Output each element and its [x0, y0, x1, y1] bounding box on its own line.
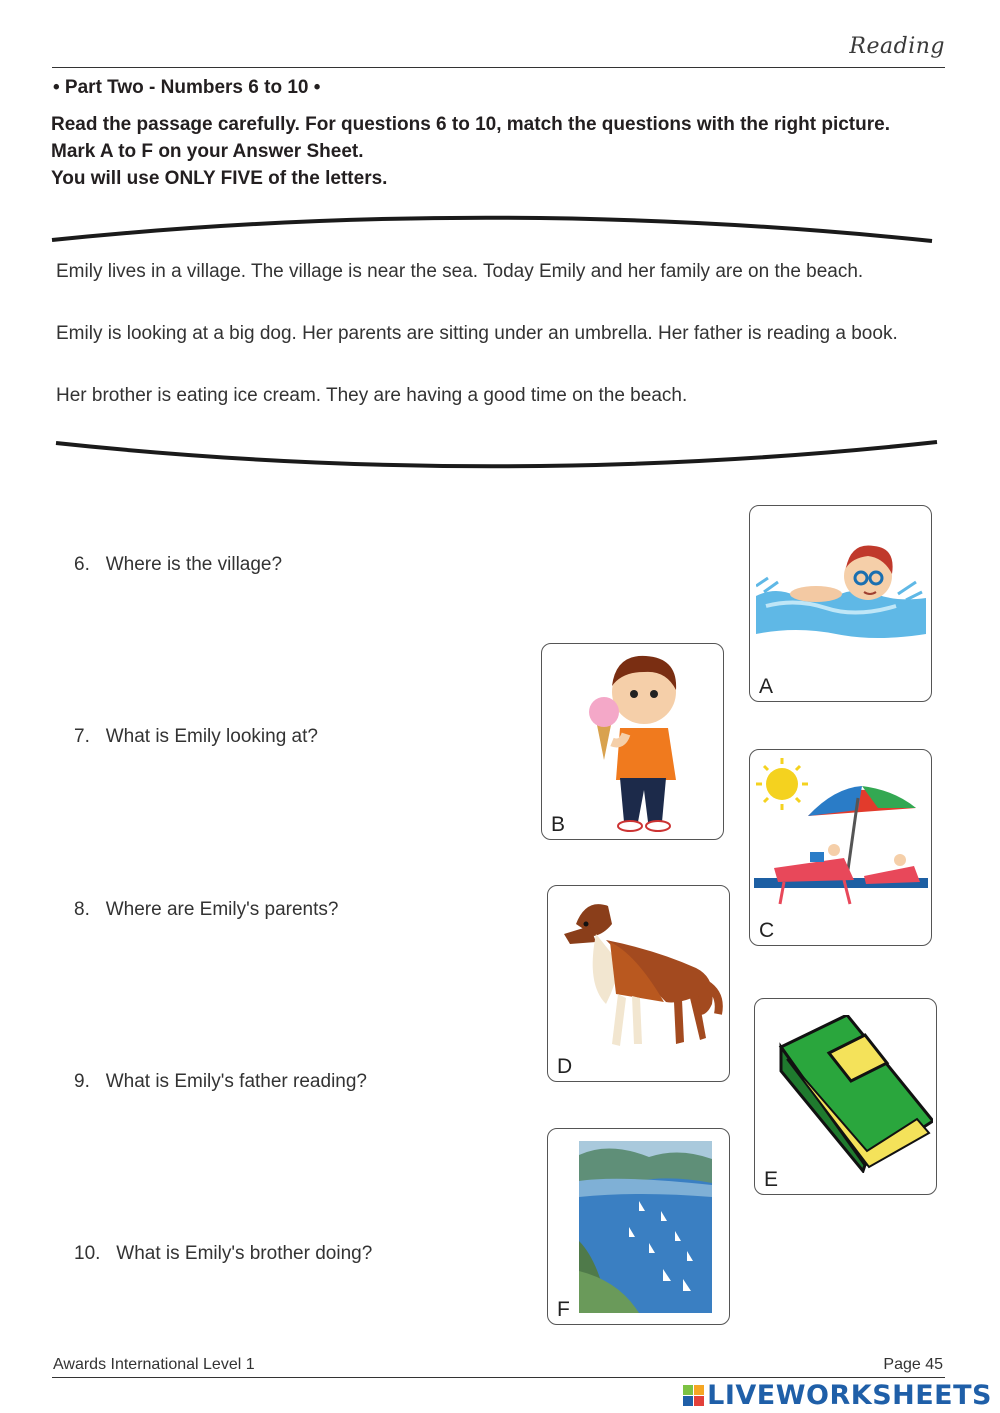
question-8: [74, 899, 338, 921]
beach-umbrella-icon: [754, 758, 928, 916]
passage-line-3: Her brother is eating ice cream. They are having a good time on the beach.: [56, 385, 688, 406]
instruction-line-3: You will use ONLY FIVE of the letters.: [51, 168, 388, 189]
passage-top-curve: [0, 200, 1000, 250]
picture-card-e[interactable]: [754, 998, 937, 1195]
header-divider: [52, 67, 945, 68]
liveworksheets-brand[interactable]: [683, 1378, 992, 1412]
question-9: [74, 1071, 367, 1093]
green-book-icon: [777, 1015, 933, 1173]
picture-card-a[interactable]: [749, 505, 932, 702]
picture-letter-c: C: [759, 919, 775, 942]
picture-card-c[interactable]: [749, 749, 932, 946]
footer-page-number: Page 45: [883, 1356, 943, 1373]
instruction-line-1: Read the passage carefully. For questions 6 to 10, match the questions with the right picture.: [51, 114, 890, 135]
liveworksheets-text: LIVEWORKSHEETS: [707, 1379, 992, 1411]
question-7: [74, 726, 318, 748]
swimming-boy-icon: [756, 536, 926, 646]
passage-line-2: Emily is looking at a big dog. Her parents are sitting under an umbrella. Her father is reading a book.: [56, 323, 898, 344]
section-label: Reading: [849, 34, 945, 59]
picture-letter-d: D: [557, 1055, 573, 1078]
picture-letter-b: B: [551, 813, 566, 836]
liveworksheets-logo-icon: [683, 1385, 704, 1406]
question-text: What is Emily's father reading?: [105, 1071, 367, 1092]
dog-icon: [556, 894, 724, 1058]
question-text: Where is the village?: [105, 554, 283, 575]
question-number: 9.: [74, 1071, 90, 1092]
instruction-line-2: Mark A to F on your Answer Sheet.: [51, 141, 364, 162]
picture-letter-a: A: [759, 675, 774, 698]
part-title: • Part Two - Numbers 6 to 10 •: [53, 77, 321, 98]
picture-card-d[interactable]: [547, 885, 730, 1082]
question-10: [74, 1243, 372, 1265]
question-number: 10.: [74, 1243, 101, 1264]
question-text: What is Emily looking at?: [105, 726, 318, 747]
question-number: 6.: [74, 554, 90, 575]
question-6: [74, 554, 282, 576]
footer-publisher: Awards International Level 1: [53, 1356, 255, 1373]
question-text: Where are Emily's parents?: [105, 899, 339, 920]
question-number: 7.: [74, 726, 90, 747]
picture-letter-e: E: [764, 1168, 779, 1191]
boy-eating-ice-cream-icon: [582, 650, 692, 834]
passage-line-1: Emily lives in a village. The village is near the sea. Today Emily and her family are on the beach.: [56, 261, 864, 282]
question-number: 8.: [74, 899, 90, 920]
passage-bottom-curve: [0, 430, 1000, 480]
picture-card-f[interactable]: [547, 1128, 730, 1325]
sea-village-icon: [579, 1141, 712, 1313]
question-text: What is Emily's brother doing?: [116, 1243, 373, 1264]
picture-letter-f: F: [557, 1298, 570, 1321]
picture-card-b[interactable]: [541, 643, 724, 840]
